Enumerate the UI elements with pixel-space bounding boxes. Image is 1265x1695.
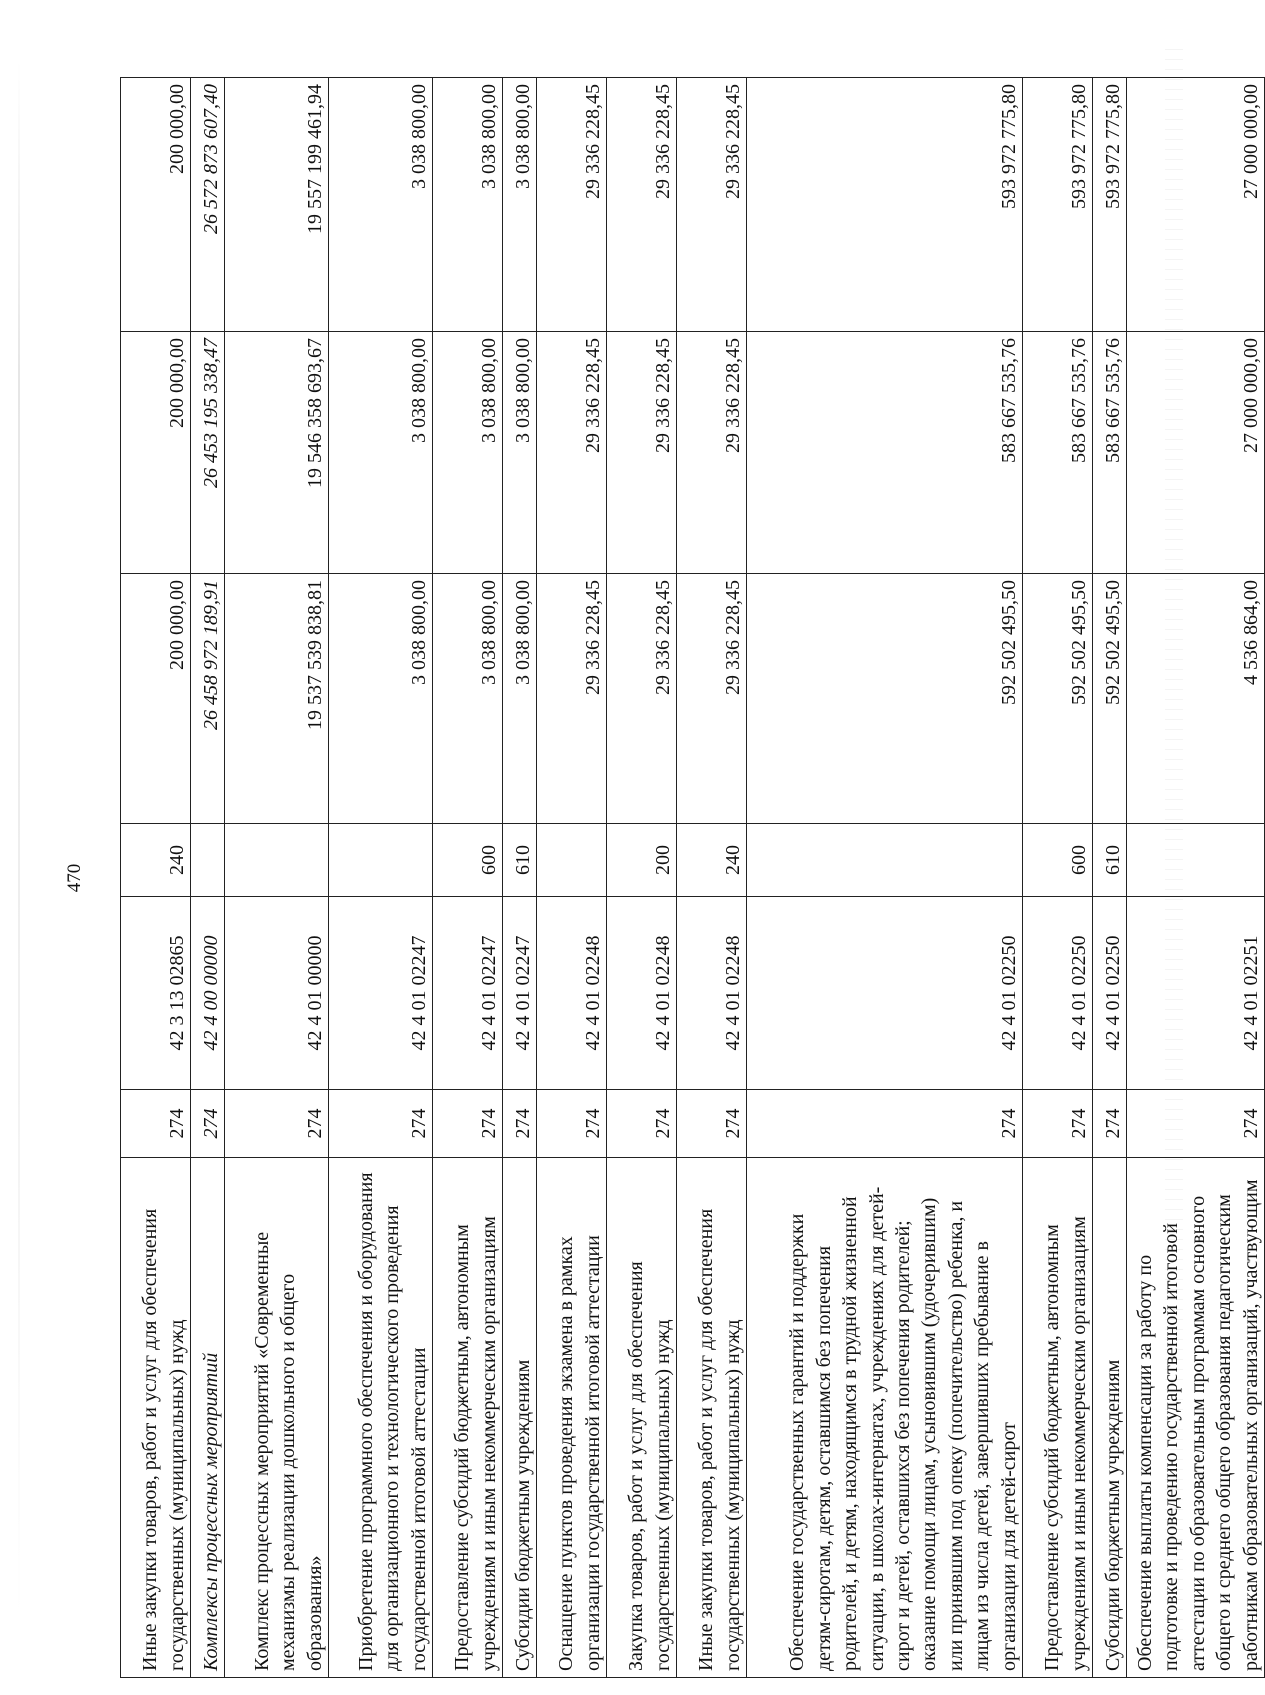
table-row: [329, 78, 433, 1678]
scan-edge-artifact: [18, 60, 20, 1620]
page-number: 470: [64, 863, 85, 893]
ministry-code-cell: 274: [329, 1090, 433, 1158]
item-name-cell: Обеспечение государственных гарантий и поддержки детям-сиротам, детям, оставшимся без попечения родителей, и детям, находящимся в трудной жизненной ситуации, в школах-интернатах, учреждениях для детей-сирот и детей, оставшихся без попечения родителей; оказание помощи лицам, усыновившим (удочерившим) или принявшим под опеку (попечительство) ребенка, и лицам из числа детей, завершивших пребывание в организации для детей-сирот: [747, 1158, 1023, 1678]
table-row: [225, 78, 329, 1678]
expense-kind-cell: 600: [433, 824, 503, 897]
amount-year3-cell: 200 000,00: [121, 78, 191, 332]
amount-year2-cell: 583 667 535,76: [1023, 332, 1093, 574]
ministry-code-cell: 274: [191, 1090, 225, 1158]
target-article-cell: 42 3 13 02865: [121, 897, 191, 1090]
budget-table: [120, 77, 1265, 1678]
item-name-cell: Субсидии бюджетным учреждениям: [1093, 1158, 1127, 1678]
target-article-cell: 42 4 01 02248: [607, 897, 677, 1090]
ministry-code-cell: 274: [1023, 1090, 1093, 1158]
amount-year2-cell: 29 336 228,45: [677, 332, 747, 574]
amount-year1-cell: 3 038 800,00: [503, 574, 537, 824]
target-article-cell: 42 4 01 02247: [329, 897, 433, 1090]
amount-year3-cell: 26 572 873 607,40: [191, 78, 225, 332]
amount-year1-cell: 4 536 864,00: [1127, 574, 1265, 824]
target-article-cell: 42 4 01 02248: [677, 897, 747, 1090]
amount-year3-cell: 593 972 775,80: [747, 78, 1023, 332]
amount-year2-cell: 19 546 358 693,67: [225, 332, 329, 574]
target-article-cell: 42 4 01 02250: [1093, 897, 1127, 1090]
item-name-cell: Комплексы процессных мероприятий: [191, 1158, 225, 1678]
amount-year3-cell: 3 038 800,00: [329, 78, 433, 332]
amount-year3-cell: 3 038 800,00: [433, 78, 503, 332]
item-name-cell: Оснащение пунктов проведения экзамена в рамках организации государственной итоговой аттестации: [537, 1158, 607, 1678]
amount-year1-cell: 26 458 972 189,91: [191, 574, 225, 824]
target-article-cell: 42 4 01 02250: [1023, 897, 1093, 1090]
table-row: [677, 78, 747, 1678]
target-article-cell: 42 4 01 02247: [433, 897, 503, 1090]
ministry-code-cell: 274: [677, 1090, 747, 1158]
table-row: [607, 78, 677, 1678]
table-row: [537, 78, 607, 1678]
amount-year3-cell: 593 972 775,80: [1093, 78, 1127, 332]
item-name-cell: Обеспечение выплаты компенсации за работу по подготовке и проведению государственной итоговой аттестации по образовательным программам основного общего и среднего общего образования педагогическим работникам образовательных организаций, участвующим: [1127, 1158, 1265, 1678]
item-name-cell: Предоставление субсидий бюджетным, автономным учреждениям и иным некоммерческим организациям: [1023, 1158, 1093, 1678]
amount-year1-cell: 592 502 495,50: [1093, 574, 1127, 824]
amount-year3-cell: 27 000 000,00: [1127, 78, 1265, 332]
target-article-cell: 42 4 01 02251: [1127, 897, 1265, 1090]
item-name-cell: Комплекс процессных мероприятий «Современные механизмы реализации дошкольного и общего образования»: [225, 1158, 329, 1678]
ministry-code-cell: 274: [747, 1090, 1023, 1158]
table-row: [747, 78, 1023, 1678]
amount-year1-cell: 3 038 800,00: [329, 574, 433, 824]
amount-year2-cell: 3 038 800,00: [329, 332, 433, 574]
amount-year1-cell: 29 336 228,45: [677, 574, 747, 824]
item-name-cell: Предоставление субсидий бюджетным, автономным учреждениям и иным некоммерческим организациям: [433, 1158, 503, 1678]
amount-year1-cell: 29 336 228,45: [537, 574, 607, 824]
amount-year2-cell: 29 336 228,45: [607, 332, 677, 574]
table-row: [503, 78, 537, 1678]
ministry-code-cell: 274: [1127, 1090, 1265, 1158]
ministry-code-cell: 274: [121, 1090, 191, 1158]
amount-year1-cell: 200 000,00: [121, 574, 191, 824]
expense-kind-cell: [747, 824, 1023, 897]
expense-kind-cell: 610: [503, 824, 537, 897]
amount-year2-cell: 583 667 535,76: [1093, 332, 1127, 574]
amount-year2-cell: 29 336 228,45: [537, 332, 607, 574]
amount-year2-cell: 26 453 195 338,47: [191, 332, 225, 574]
target-article-cell: 42 4 01 00000: [225, 897, 329, 1090]
item-name-cell: Субсидии бюджетным учреждениям: [503, 1158, 537, 1678]
amount-year2-cell: 27 000 000,00: [1127, 332, 1265, 574]
amount-year3-cell: 3 038 800,00: [503, 78, 537, 332]
rotated-page: [40, 78, 1262, 1678]
item-name-cell: Закупка товаров, работ и услуг для обеспечения государственных (муниципальных) нужд: [607, 1158, 677, 1678]
expense-kind-cell: [225, 824, 329, 897]
expense-kind-cell: [537, 824, 607, 897]
ministry-code-cell: 274: [433, 1090, 503, 1158]
table-row: [1093, 78, 1127, 1678]
amount-year2-cell: 200 000,00: [121, 332, 191, 574]
expense-kind-cell: 240: [121, 824, 191, 897]
amount-year2-cell: 583 667 535,76: [747, 332, 1023, 574]
amount-year2-cell: 3 038 800,00: [433, 332, 503, 574]
item-name-cell: Приобретение программного обеспечения и оборудования для организационного и технологического проведения государственной итоговой аттестации: [329, 1158, 433, 1678]
amount-year3-cell: 29 336 228,45: [607, 78, 677, 332]
amount-year1-cell: 29 336 228,45: [607, 574, 677, 824]
target-article-cell: 42 4 01 02250: [747, 897, 1023, 1090]
ministry-code-cell: 274: [537, 1090, 607, 1158]
target-article-cell: 42 4 01 02247: [503, 897, 537, 1090]
target-article-cell: 42 4 01 02248: [537, 897, 607, 1090]
expense-kind-cell: 610: [1093, 824, 1127, 897]
amount-year3-cell: 593 972 775,80: [1023, 78, 1093, 332]
expense-kind-cell: [191, 824, 225, 897]
target-article-cell: 42 4 00 00000: [191, 897, 225, 1090]
table-row: [191, 78, 225, 1678]
ministry-code-cell: 274: [225, 1090, 329, 1158]
table-row: [1127, 78, 1265, 1678]
table-row: [121, 78, 191, 1678]
amount-year1-cell: 19 537 539 838,81: [225, 574, 329, 824]
ministry-code-cell: 274: [503, 1090, 537, 1158]
ministry-code-cell: 274: [607, 1090, 677, 1158]
table-row: [433, 78, 503, 1678]
item-name-cell: Иные закупки товаров, работ и услуг для обеспечения государственных (муниципальных) нужд: [677, 1158, 747, 1678]
amount-year1-cell: 3 038 800,00: [433, 574, 503, 824]
item-name-cell: Иные закупки товаров, работ и услуг для обеспечения государственных (муниципальных) нужд: [121, 1158, 191, 1678]
expense-kind-cell: 240: [677, 824, 747, 897]
expense-kind-cell: [1127, 824, 1265, 897]
expense-kind-cell: 600: [1023, 824, 1093, 897]
amount-year3-cell: 29 336 228,45: [537, 78, 607, 332]
amount-year2-cell: 3 038 800,00: [503, 332, 537, 574]
amount-year3-cell: 19 557 199 461,94: [225, 78, 329, 332]
expense-kind-cell: 200: [607, 824, 677, 897]
expense-kind-cell: [329, 824, 433, 897]
amount-year3-cell: 29 336 228,45: [677, 78, 747, 332]
table-row: [1023, 78, 1093, 1678]
amount-year1-cell: 592 502 495,50: [1023, 574, 1093, 824]
ministry-code-cell: 274: [1093, 1090, 1127, 1158]
amount-year1-cell: 592 502 495,50: [747, 574, 1023, 824]
